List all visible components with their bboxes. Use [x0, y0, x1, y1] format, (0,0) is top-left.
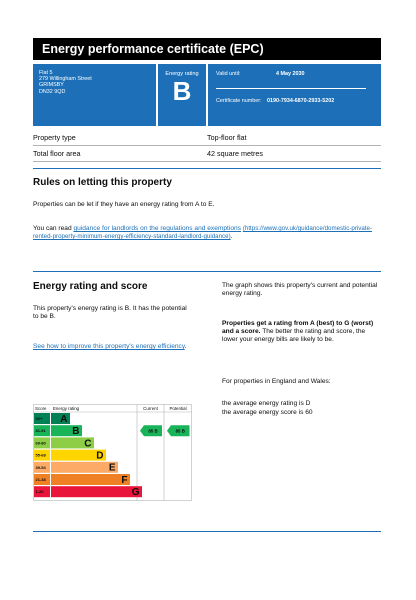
current-column-header: Current [143, 406, 158, 411]
section-divider [33, 531, 381, 532]
section-divider [33, 168, 381, 169]
score-column-header: Score [35, 406, 47, 411]
table-row [33, 130, 381, 146]
band-score-range: 92+ [35, 416, 43, 421]
band-score-range: 81-91 [35, 428, 46, 434]
band-letter: D [96, 450, 104, 462]
rating-statement: This property's energy rating is B. It has the potential to be B. [33, 305, 187, 321]
improve-paragraph [33, 343, 193, 351]
valid-until-value: 4 May 2030 [276, 71, 305, 77]
address-panel [33, 64, 156, 126]
band-score-range: 21-38 [35, 477, 46, 482]
improve-link[interactable]: See how to improve this property's energy efficiency [33, 343, 185, 350]
address-line: 279 Willingham Street [39, 76, 92, 83]
rules-intro: Properties can be let if they have an energy rating from A to E. [33, 201, 215, 208]
improve-suffix: . [184, 343, 187, 350]
table-row [33, 146, 381, 162]
average-score: the average energy score is 60 [222, 409, 313, 416]
address-line: Flat 5 [39, 70, 53, 76]
energy-rating-panel [158, 64, 206, 126]
rating-explanation-bold: Properties get a rating from A (best) to G (worst) and a score. [222, 320, 374, 336]
current-rating-label: 85 B [148, 428, 158, 434]
average-rating: the average energy rating is D [222, 400, 311, 407]
property-type-label: Property type [33, 133, 76, 142]
rating-explanation [222, 320, 382, 345]
graph-description: The graph shows this property's current and potential energy rating. [222, 282, 378, 298]
energy-rating-label: Energy rating [165, 71, 199, 77]
page-title: Energy performance certificate (EPC) [33, 38, 381, 60]
band-letter: E [108, 462, 116, 474]
guidance-prefix: You can read [33, 225, 74, 232]
band-letter: B [72, 426, 80, 438]
divider [216, 88, 366, 89]
certificate-summary [33, 64, 381, 126]
property-summary-table [33, 130, 381, 162]
band-score-range: 1-20 [35, 489, 44, 495]
valid-until-label: Valid until: [216, 71, 241, 77]
band-score-range: 39-54 [35, 464, 46, 470]
guidance-suffix: . [230, 233, 233, 241]
score-heading: Energy rating and score [33, 281, 148, 292]
address-line: DN32 9QD [39, 88, 66, 95]
energy-rating-graph [33, 404, 192, 501]
band-letter: F [121, 474, 128, 486]
section-divider [33, 271, 381, 272]
rating-explanation-rest: The better the rating and score, the lower your energy bills are likely to be. [222, 328, 366, 344]
england-wales-text: For properties in England and Wales: [222, 378, 331, 385]
certificate-number-value: 0190-7934-6870-2933-5202 [267, 98, 335, 104]
certificate-number-label: Certificate number: [216, 98, 262, 104]
rules-heading: Rules on letting this property [33, 177, 172, 188]
address-line: GRIMSBY [39, 82, 64, 89]
band-bar-f [51, 474, 130, 485]
floor-area-value: 42 square metres [207, 149, 263, 158]
rating-column-header: Energy rating [53, 406, 80, 411]
band-letter: C [84, 438, 92, 450]
floor-area-label: Total floor area [33, 149, 81, 158]
energy-rating-value: B [172, 76, 192, 106]
certificate-panel [208, 64, 381, 126]
guidance-url[interactable]: (https://www.gov.uk/guidance/domestic-private-rented-property-minimum-energy-efficiency-standard-landlord-guidance) [33, 225, 373, 241]
band-letter: A [60, 413, 68, 425]
property-type-value: Top-floor flat [207, 133, 247, 142]
band-score-range: 55-68 [35, 452, 46, 458]
band-letter: G [131, 487, 140, 499]
band-score-range: 69-80 [35, 440, 46, 446]
band-bar-g [51, 486, 142, 497]
guidance-link[interactable]: guidance for landlords on the regulations and exemptions [73, 225, 241, 232]
guidance-paragraph [33, 225, 383, 241]
potential-rating-label: 85 B [175, 428, 185, 434]
potential-column-header: Potential [169, 406, 187, 411]
